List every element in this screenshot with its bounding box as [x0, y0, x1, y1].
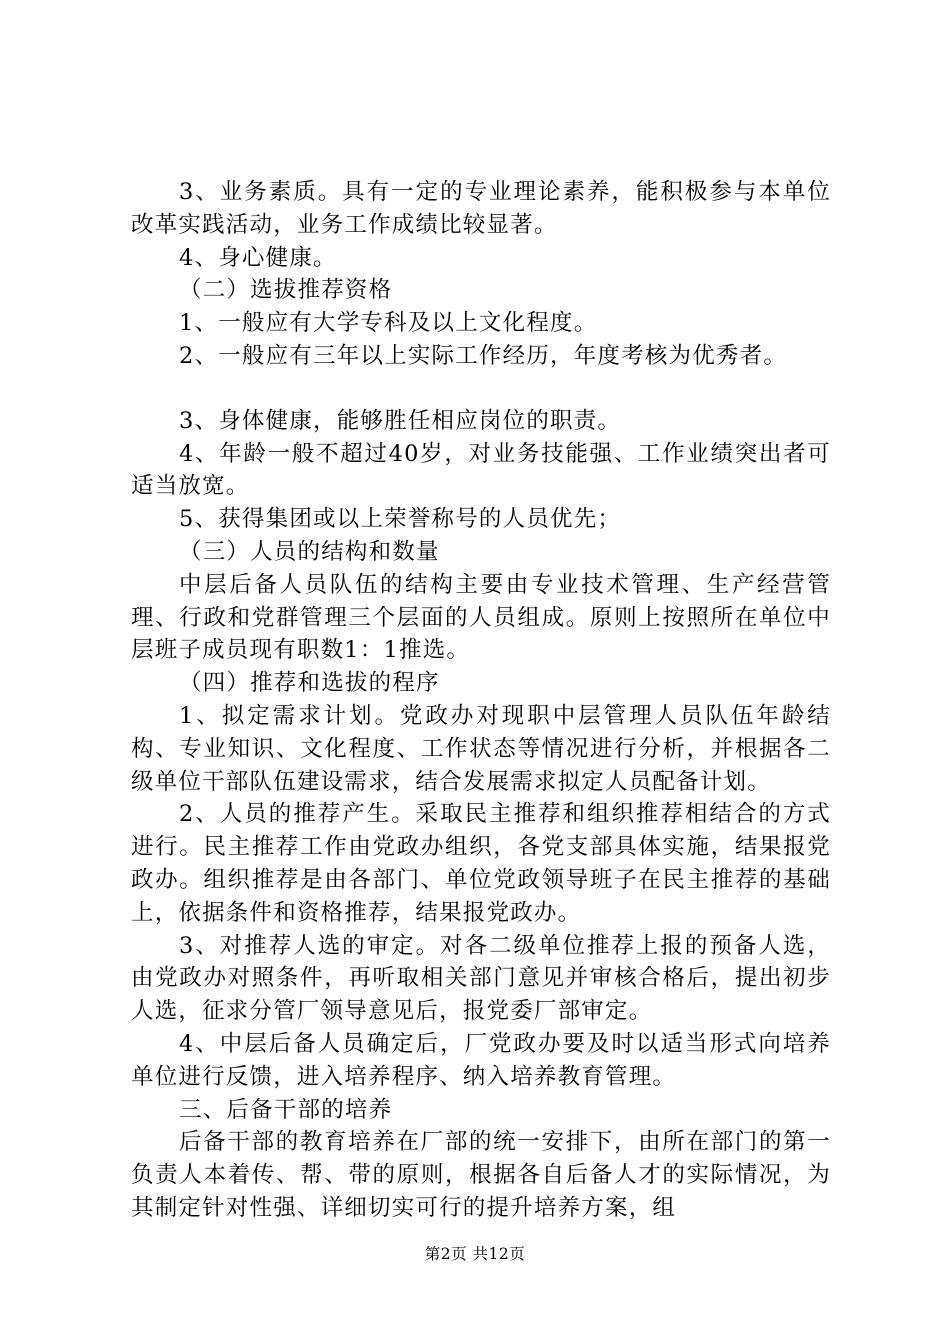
paragraph-health: 4、身心健康。 — [179, 244, 337, 271]
paragraph-education: 1、一般应有大学专科及以上文化程度。 — [179, 310, 598, 337]
paragraph-structure: 中层后备人员队伍的结构主要由专业技术管理、生产经营管理、行政和党群管理三个层面的人员组成。原则上按照所在单位中层班子成员现有职数1：1推选。 — [131, 571, 831, 664]
paragraph-physical-health: 3、身体健康，能够胜任相应岗位的职责。 — [179, 407, 622, 434]
paragraph-recommendation: 2、人员的推荐产生。采取民主推荐和组织推荐相结合的方式进行。民主推荐工作由党政办组织，各党支部具体实施，结果报党政办。组织推荐是由各部门、单位党政领导班子在民主推荐的基础上，依据条件和资格推荐，结果报党政办。 — [131, 801, 831, 926]
paragraph-demand-plan: 1、拟定需求计划。党政办对现职中层管理人员队伍年龄结构、专业知识、文化程度、工作状态等情况进行分析，并根据各二级单位干部队伍建设需求，结合发展需求拟定人员配备计划。 — [131, 702, 831, 795]
paragraph-age-limit: 4、年龄一般不超过40岁，对业务技能强、工作业绩突出者可适当放宽。 — [131, 440, 831, 500]
document-body — [131, 176, 831, 1225]
paragraph-business-quality: 3、业务素质。具有一定的专业理论素养，能积极参与本单位改革实践活动，业务工作成绩比较显著。 — [131, 179, 831, 238]
paragraph-work-experience: 2、一般应有三年以上实际工作经历，年度考核为优秀者。 — [179, 342, 788, 369]
section-heading-procedure: （四）推荐和选拔的程序 — [179, 670, 440, 697]
section-heading-structure: （三）人员的结构和数量 — [179, 538, 440, 565]
paragraph-honors: 5、获得集团或以上荣誉称号的人员优先； — [179, 506, 622, 533]
paragraph-review: 3、对推荐人选的审定。对各二级单位推荐上报的预备人选，由党政办对照条件，再听取相关部门意见并审核合格后，提出初步人选，征求分管厂领导意见后，报党委厂部审定。 — [131, 932, 831, 1025]
section-heading-training: 三、后备干部的培养 — [179, 1096, 393, 1123]
paragraph-training: 后备干部的教育培养在厂部的统一安排下，由所在部门的第一负责人本着传、帮、带的原则，根据各自后备人才的实际情况，为其制定针对性强、详细切实可行的提升培养方案，组 — [131, 1129, 831, 1221]
paragraph-feedback: 4、中层后备人员确定后，厂党政办要及时以适当形式向培养单位进行反馈，进入培养程序、纳入培养教育管理。 — [131, 1030, 831, 1090]
section-heading-qualifications: （二）选拔推荐资格 — [179, 277, 393, 304]
page-number-footer: 第2页 共12页 — [424, 1245, 526, 1263]
